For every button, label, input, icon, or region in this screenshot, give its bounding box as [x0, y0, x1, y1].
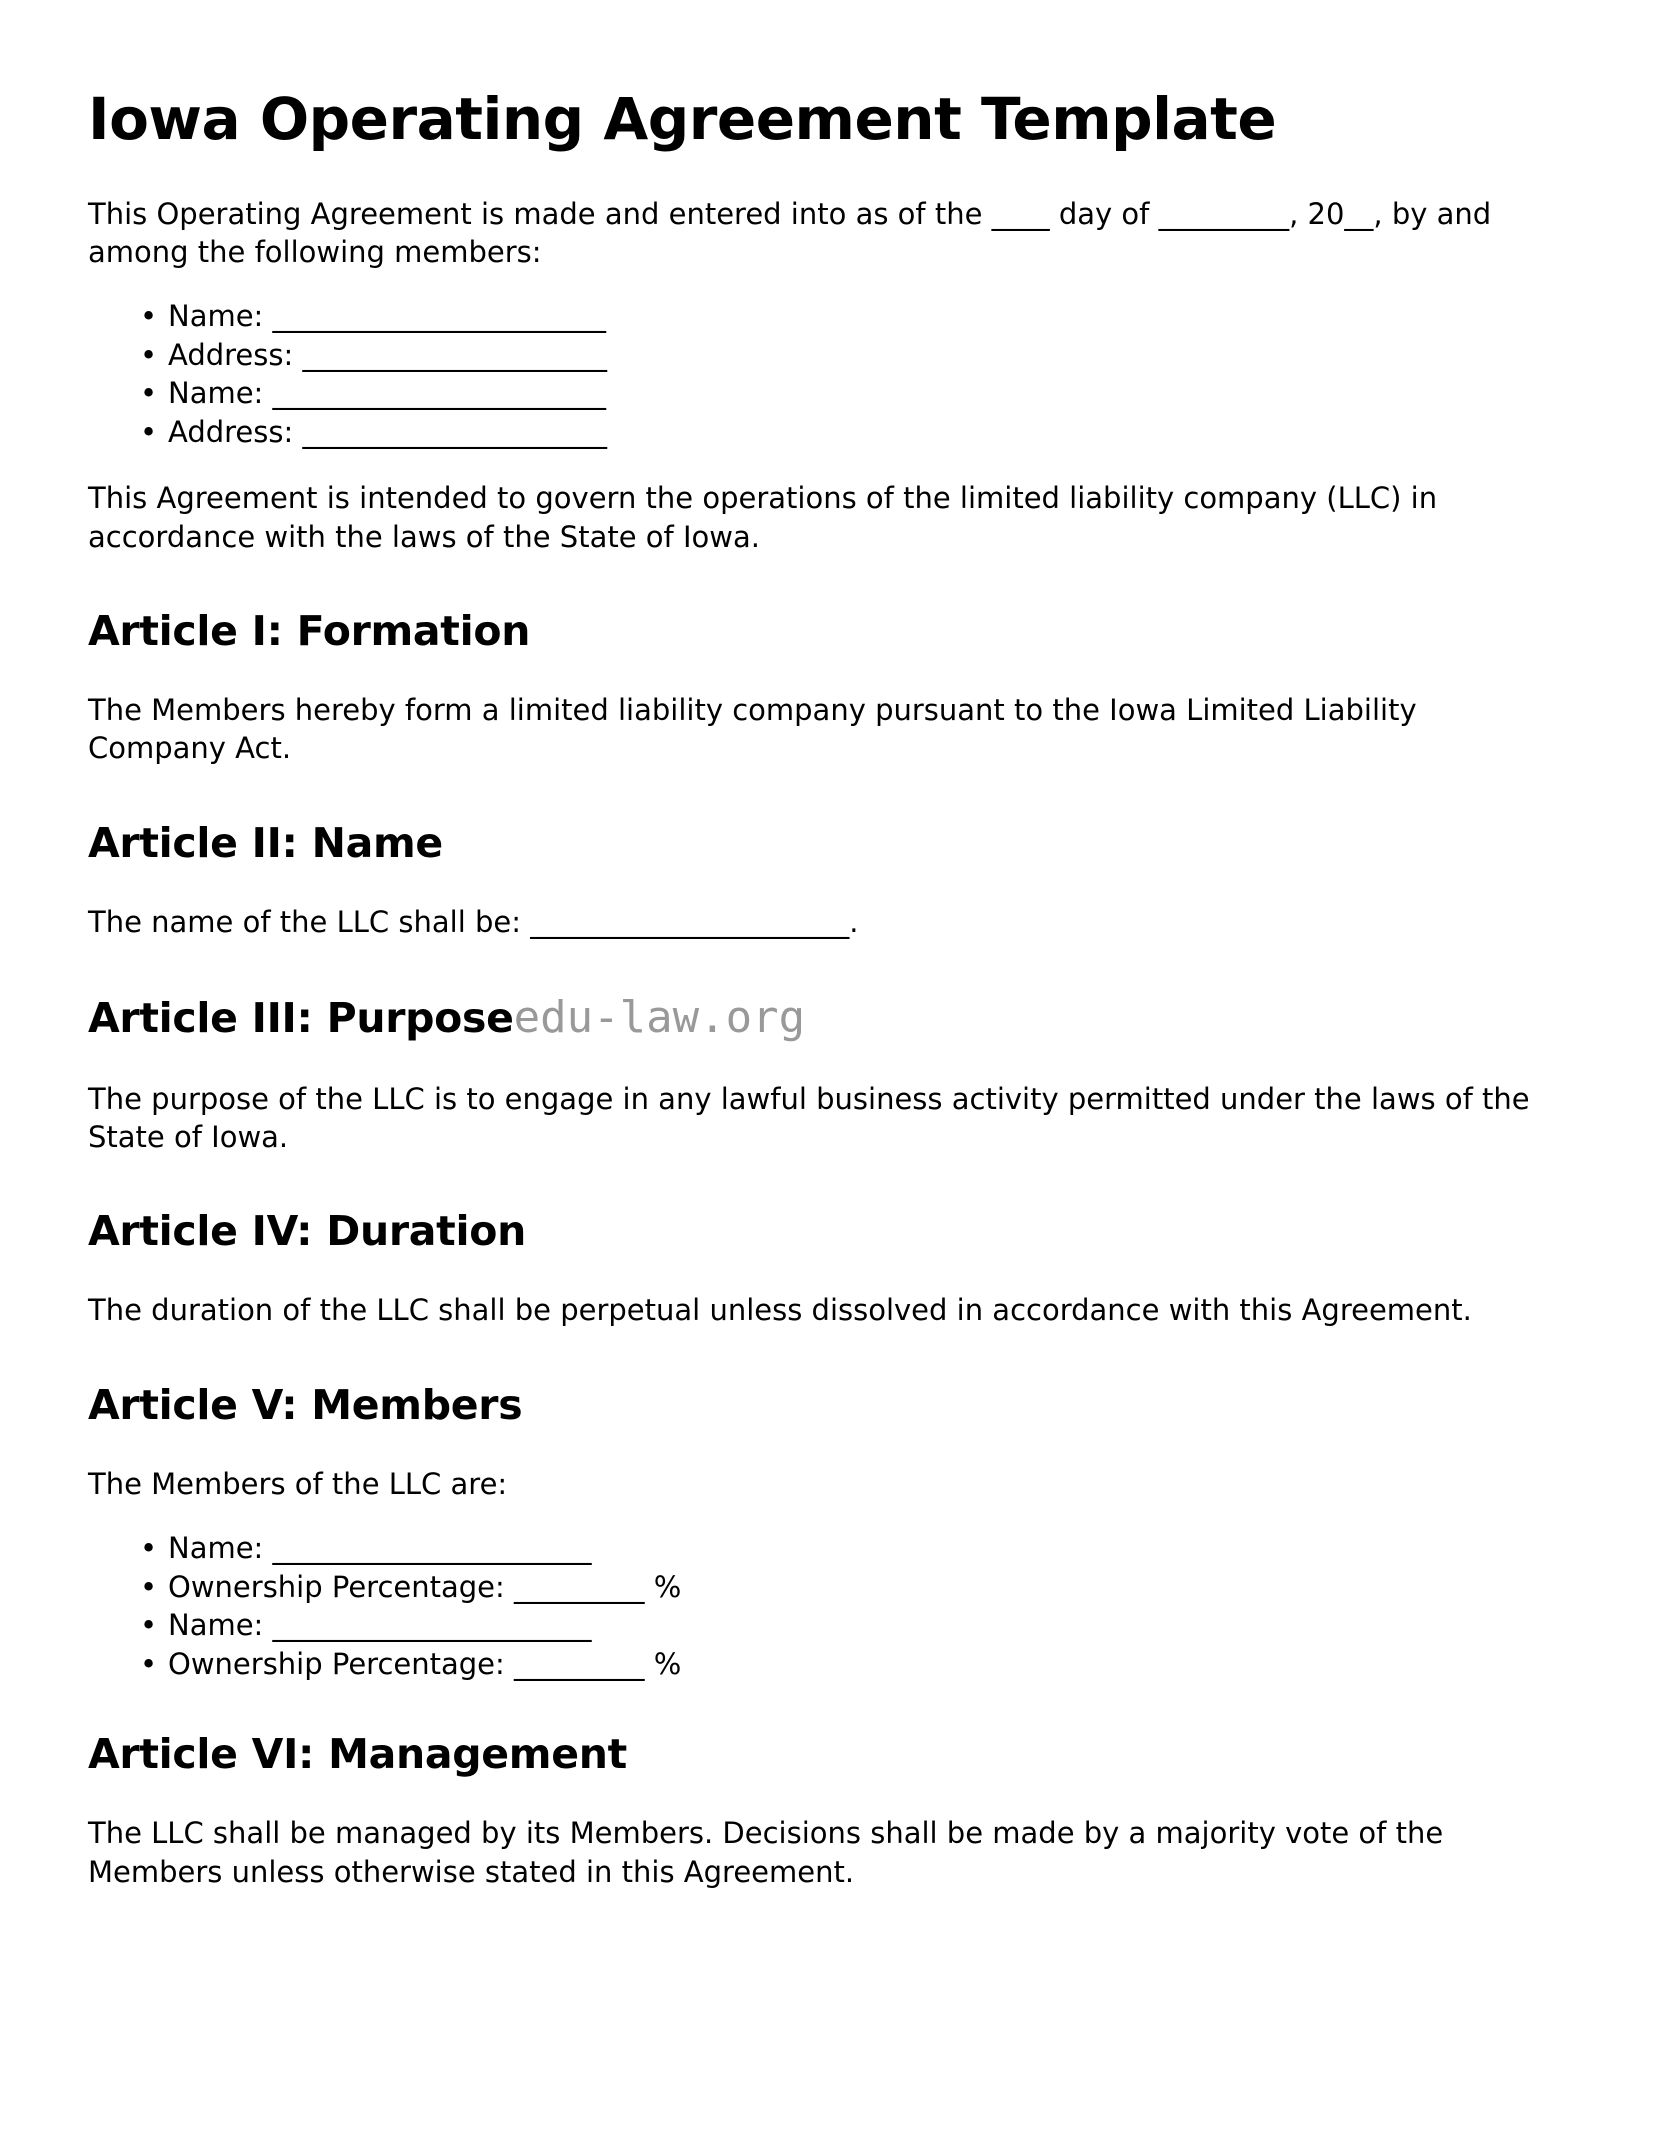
list-item: • Name: _______________________ [140, 297, 1576, 336]
article-heading-name: Article II: Name [88, 818, 443, 867]
list-item: • Name: _______________________ [140, 374, 1576, 413]
article-paragraph-duration: The duration of the LLC shall be perpetual unless dissolved in accordance with this Agreement. [88, 1293, 1472, 1328]
governing-law-paragraph: This Agreement is intended to govern the operations of the limited liability company (LLC) in accordance with the laws of the State of Iowa. [88, 481, 1438, 554]
page-title: Iowa Operating Agreement Template [88, 85, 1277, 153]
list-item: • Ownership Percentage: _________ % [140, 1645, 1576, 1684]
intro-paragraph: This Operating Agreement is made and entered into as of the ____ day of _________, 20__, by and among the following members: [88, 196, 1492, 269]
page-bottom-spacer [88, 1917, 1576, 2037]
list-item: • Name: ______________________ [140, 1606, 1576, 1645]
list-item: • Address: _____________________ [140, 336, 1576, 375]
article-paragraph-formation: The Members hereby form a limited liability company pursuant to the Iowa Limited Liability Company Act. [88, 693, 1417, 766]
article-heading-purpose-label: Article III: Purpose [88, 994, 514, 1043]
article-heading-members: Article V: Members [88, 1380, 523, 1429]
list-item: • Address: _____________________ [140, 413, 1576, 452]
list-item: • Name: ______________________ [140, 1529, 1576, 1568]
article-members-list [88, 1529, 1576, 1683]
article-paragraph-members: The Members of the LLC are: [88, 1466, 508, 1501]
article-paragraph-management: The LLC shall be managed by its Members. Decisions shall be made by a majority vote of the Members unless otherwise stated in this Agreement. [88, 1816, 1444, 1889]
article-heading-management: Article VI: Management [88, 1730, 627, 1779]
intro-members-list [88, 297, 1576, 451]
list-item: • Ownership Percentage: _________ % [140, 1568, 1576, 1607]
article-heading-formation: Article I: Formation [88, 606, 531, 655]
article-paragraph-name: The name of the LLC shall be: ______________________. [88, 904, 859, 939]
article-heading-duration: Article IV: Duration [88, 1207, 526, 1256]
article-paragraph-purpose: The purpose of the LLC is to engage in any lawful business activity permitted under the laws of the State of Iowa. [88, 1081, 1530, 1154]
watermark-text: edu-law.org [513, 992, 806, 1044]
article-heading-purpose [88, 993, 1576, 1044]
